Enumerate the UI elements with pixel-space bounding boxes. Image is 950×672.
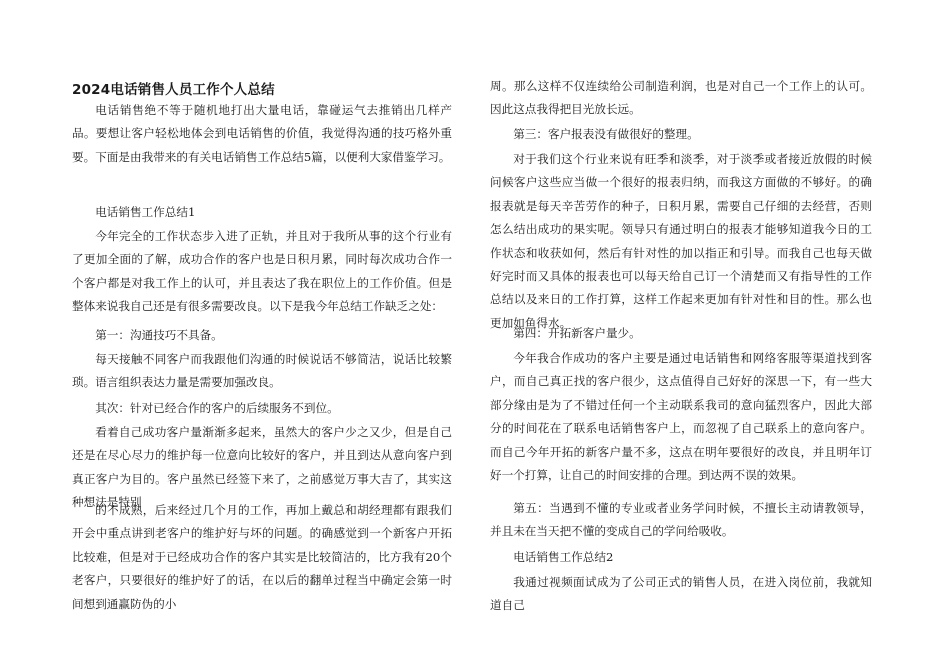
paragraph: 每天接触不同客户而我跟他们沟通的时候说话不够简洁，说话比较繁琐。语言组织表达力量是需要加强改良。 <box>72 352 452 390</box>
paragraph: 今年我合作成功的客户主要是通过电话销售和网络客服等渠道找到客户，而自己真正找的客户很少，这点值得自己好好的深思一下，有一些大部分缘由是为了不错过任何一个主动联系我司的意向猛烈客户，因此大部分的时间花在了联系电话销售客户上，而忽视了自己联系上的意向客户。而自己今年开拓的新客户量不多，这点在明年要很好的改良，并且明年订好一个打算，让自己的时间安排的合理。到达两不误的效果。 <box>490 351 872 483</box>
section-heading-2: 电话销售工作总结2 <box>513 550 614 564</box>
section-heading-1: 电话销售工作总结1 <box>95 205 196 219</box>
paragraph: 第四：开拓新客户量少。 <box>513 326 641 340</box>
intro-paragraph: 电话销售绝不等于随机地打出大量电话，靠碰运气去推销出几样产品。要想让客户轻松地体会到电话销售的价值，我觉得沟通的技巧格外重要。下面是由我带来的有关电话销售工作总结5篇，以便利大家借鉴学习。 <box>72 103 452 164</box>
paragraph: 其次：针对已经合作的客户的后续服务不到位。 <box>95 401 339 415</box>
paragraph: 第一：沟通技巧不具备。 <box>95 328 223 342</box>
paragraph: 第五：当遇到不懂的专业或者业务学问时候，不擅长主动请教领导，并且未在当天把不懂的变成自己的学问给吸收。 <box>490 501 872 539</box>
paragraph: 第三：客户报表没有做很好的整理。 <box>513 127 699 141</box>
document-title: 2024电话销售人员工作个人总结 <box>72 82 275 98</box>
paragraph: 的不成熟，后来经过几个月的工作，再加上戴总和胡经理都有跟我们开会中重点讲到老客户的维护好与坏的问题。的确感觉到一个新客户开拓比较难，但是对于已经成功合作的客户其实是比较简洁的，比方我有20个老客户，只要很好的维护好了的话，在以后的翻单过程当中确定会第一时间想到通赢防伪的小 <box>72 503 452 611</box>
paragraph: 我通过视频面试成为了公司正式的销售人员，在进入岗位前，我就知道自己 <box>490 575 872 613</box>
paragraph: 对于我们这个行业来说有旺季和淡季，对于淡季或者接近放假的时候问候客户这些应当做一个很好的报表归纳，而我这方面做的不够好。的确报表就是每天辛苦劳作的种子，日积月累，需要自己仔细的去经营，否则怎么结出成功的果实呢。领导只有通过明白的报表才能够知道我今日的工作状态和收获如何，然后有针对性的加以指正和引导。而我自己也每天做好完时而又具体的报表也可以每天给自己订一个清楚而又有指导性的工作总结以及来日的工作打算，这样工作起来更加有针对性和目的性。那么也更加如鱼得水。 <box>490 152 872 330</box>
paragraph: 看着自己成功客户量渐渐多起来，虽然大的客户少之又少，但是自己还是在尽心尽力的维护每一位意向比较好的客户，并且到达从意向客户到真正客户为目的。客户虽然已经签下来了，之前感觉万事大吉了，其实这种想法是特别 <box>72 425 452 510</box>
paragraph: 周。那么这样不仅连续给公司制造利润，也是对自己一个工作上的认可。因此这点我得把目光放长远。 <box>490 79 872 117</box>
paragraph: 今年完全的工作状态步入进了正轨，并且对于我所从事的这个行业有了更加全面的了解，成功合作的客户也是日积月累，同时每次成功合作一个客户都是对我工作上的认可，并且表达了我在职位上的工作价值。但是整体来说我自己还是有很多需要改良。以下是我今年总结工作缺乏之处： <box>72 229 452 314</box>
